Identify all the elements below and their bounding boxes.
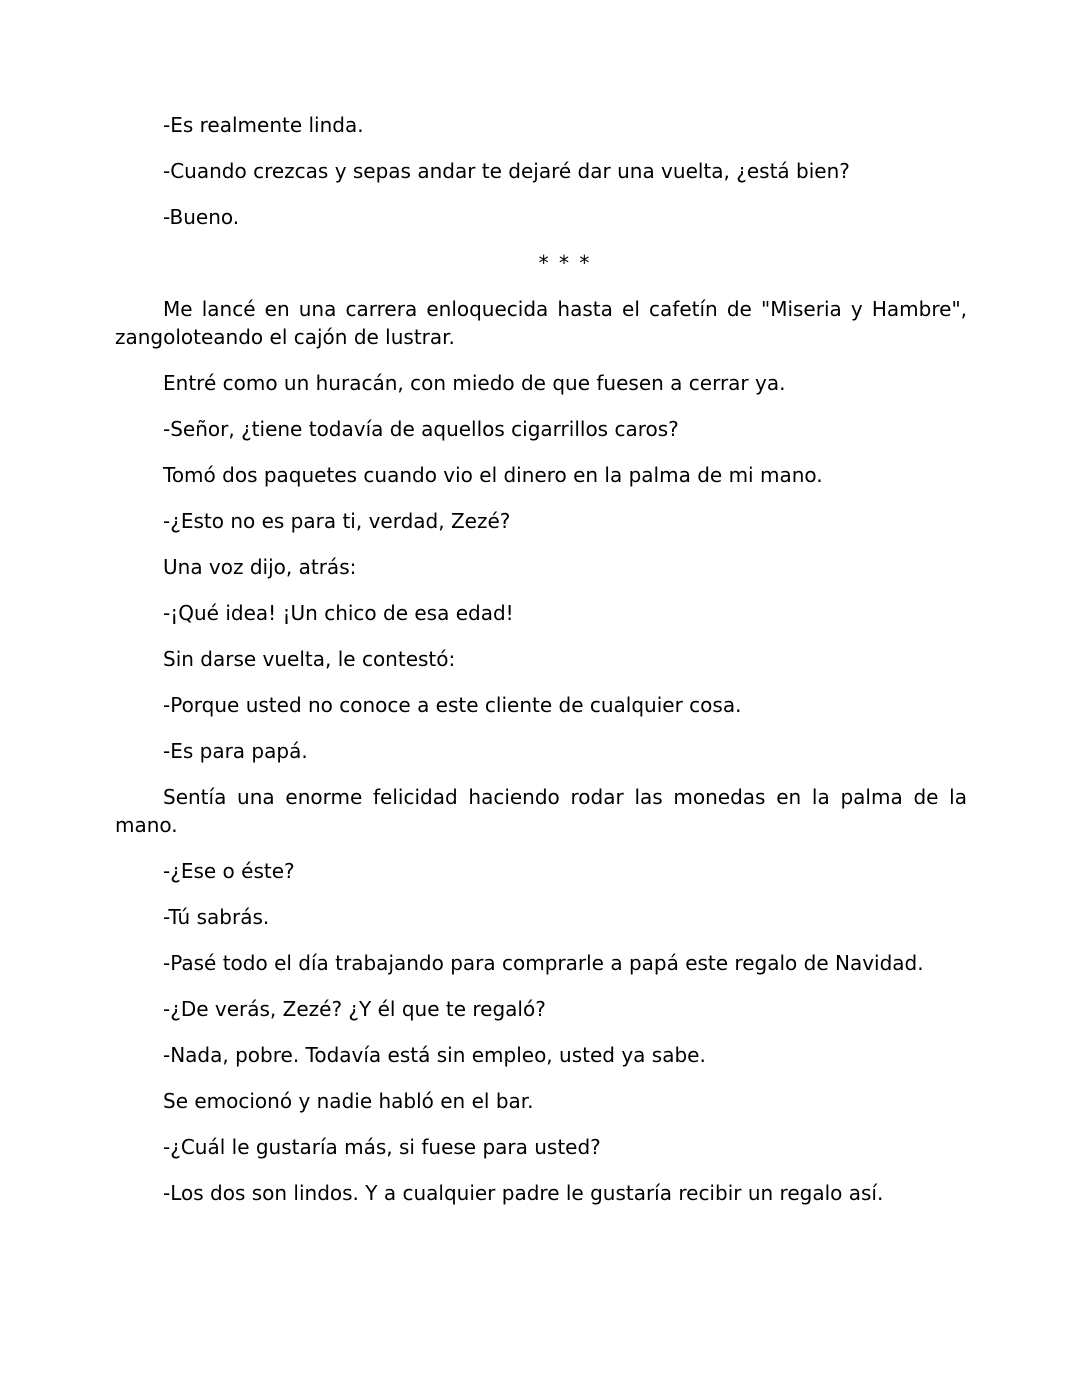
dialogue-line: -Es realmente linda. (163, 113, 364, 137)
dialogue-line: -¿Ese o éste? (163, 859, 295, 883)
dialogue-line: -Tú sabrás. (163, 905, 270, 929)
narration-line: Sentía una enorme felicidad haciendo rodar las monedas en la palma de la mano. (115, 785, 967, 837)
dialogue-line: -¿De verás, Zezé? ¿Y él que te regaló? (163, 997, 546, 1021)
dialogue-line: -Pasé todo el día trabajando para comprarle a papá este regalo de Navidad. (163, 951, 924, 975)
narration-line: Se emocionó y nadie habló en el bar. (163, 1089, 534, 1113)
dialogue-line: -¿Cuál le gustaría más, si fuese para usted? (163, 1135, 601, 1159)
section-separator: * * * (538, 251, 592, 275)
dialogue-line: -¡Qué idea! ¡Un chico de esa edad! (163, 601, 514, 625)
narration-line: Tomó dos paquetes cuando vio el dinero en la palma de mi mano. (163, 463, 823, 487)
narration-line: Entré como un huracán, con miedo de que fuesen a cerrar ya. (163, 371, 786, 395)
narration-line: Me lancé en una carrera enloquecida hasta el cafetín de "Miseria y Hambre", zangoloteando el cajón de lustrar. (115, 297, 967, 349)
dialogue-line: -Los dos son lindos. Y a cualquier padre le gustaría recibir un regalo así. (163, 1181, 884, 1205)
dialogue-line: -Porque usted no conoce a este cliente de cualquier cosa. (163, 693, 742, 717)
dialogue-line: -¿Esto no es para ti, verdad, Zezé? (163, 509, 511, 533)
dialogue-line: -Nada, pobre. Todavía está sin empleo, usted ya sabe. (163, 1043, 706, 1067)
dialogue-line: -Es para papá. (163, 739, 308, 763)
narration-line: Una voz dijo, atrás: (163, 555, 357, 579)
dialogue-line: -Bueno. (163, 205, 240, 229)
dialogue-line: -Señor, ¿tiene todavía de aquellos cigarrillos caros? (163, 417, 679, 441)
dialogue-line: -Cuando crezcas y sepas andar te dejaré dar una vuelta, ¿está bien? (163, 159, 850, 183)
narration-line: Sin darse vuelta, le contestó: (163, 647, 456, 671)
